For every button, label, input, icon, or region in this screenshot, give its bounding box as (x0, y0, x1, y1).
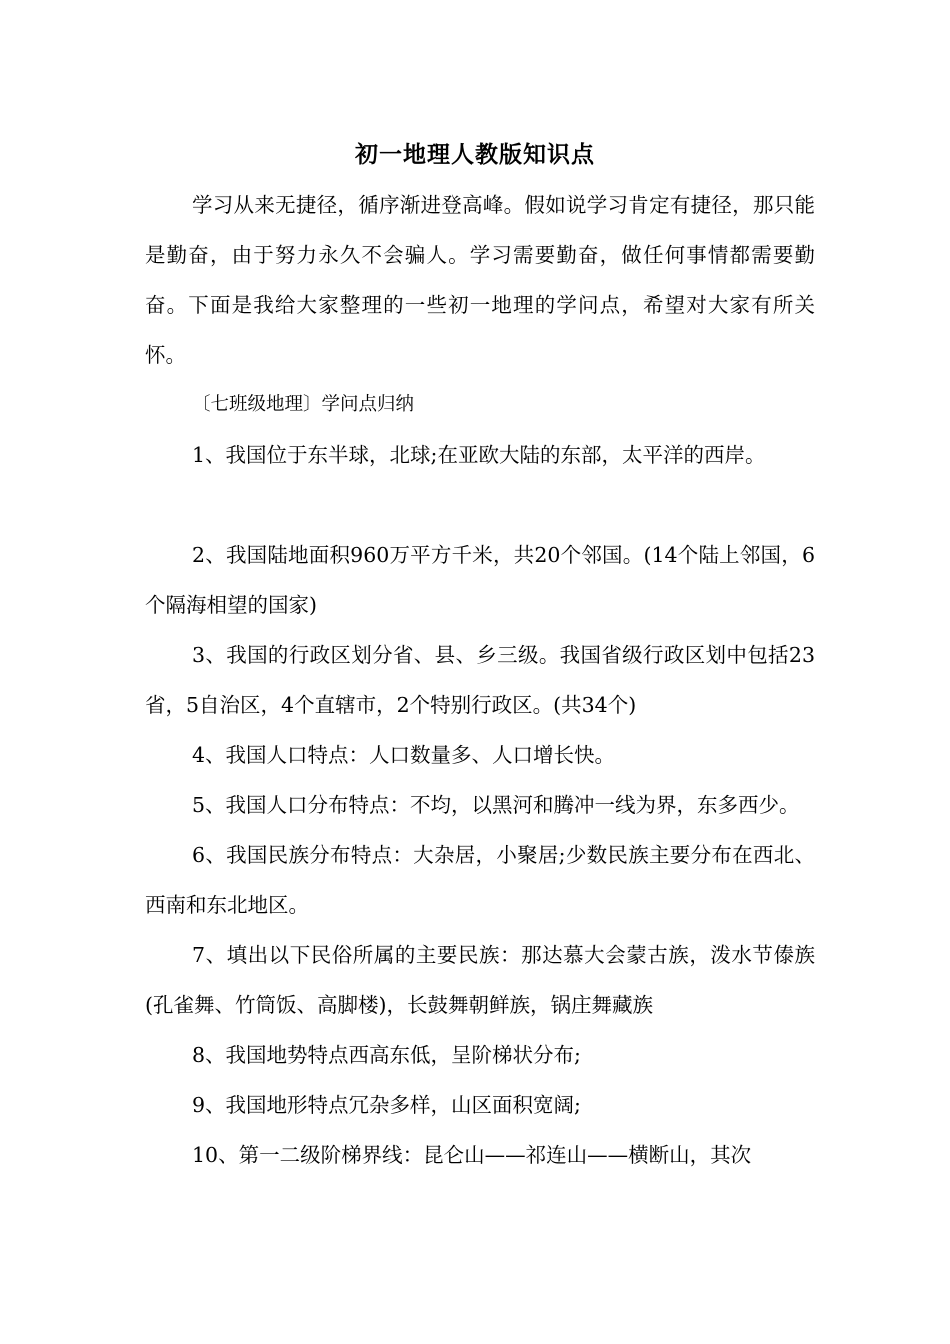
knowledge-point-2: 2、我国陆地面积960万平方千米，共20个邻国。(14个陆上邻国，6个隔海相望的国家) (145, 543, 815, 617)
knowledge-point-3: 3、我国的行政区划分省、县、乡三级。我国省级行政区划中包括23省，5自治区，4个直辖市，2个特别行政区。(共34个) (145, 643, 815, 717)
knowledge-point-10: 10、第一二级阶梯界线：昆仑山——祁连山——横断山，其次 (192, 1143, 752, 1167)
knowledge-point-5: 5、我国人口分布特点：不均，以黑河和腾冲一线为界，东多西少。 (192, 793, 800, 817)
knowledge-point-4: 4、我国人口特点：人口数量多、人口增长快。 (192, 743, 616, 767)
knowledge-point-1: 1、我国位于东半球，北球;在亚欧大陆的东部，太平洋的西岸。 (192, 443, 766, 467)
intro-paragraph: 学习从来无捷径，循序渐进登高峰。假如说学习肯定有捷径，那只能是勤奋，由于努力永久不会骗人。学习需要勤奋，做任何事情都需要勤奋。下面是我给大家整理的一些初一地理的学问点，希望对大家有所关怀。 (145, 193, 815, 367)
knowledge-point-9: 9、我国地形特点冗杂多样，山区面积宽阔; (192, 1093, 581, 1117)
knowledge-point-7: 7、填出以下民俗所属的主要民族：那达慕大会蒙古族，泼水节傣族(孔雀舞、竹筒饭、高脚楼)，长鼓舞朝鲜族，锅庄舞藏族 (145, 943, 815, 1017)
knowledge-point-6: 6、我国民族分布特点：大杂居，小聚居;少数民族主要分布在西北、西南和东北地区。 (145, 843, 815, 917)
document-body (145, 180, 815, 1180)
section-heading: 〔七班级地理〕学问点归纳 (192, 394, 415, 415)
knowledge-point-8: 8、我国地势特点西高东低，呈阶梯状分布; (192, 1043, 581, 1067)
blank-line (145, 480, 815, 530)
document-title: 初一地理人教版知识点 (355, 141, 595, 168)
